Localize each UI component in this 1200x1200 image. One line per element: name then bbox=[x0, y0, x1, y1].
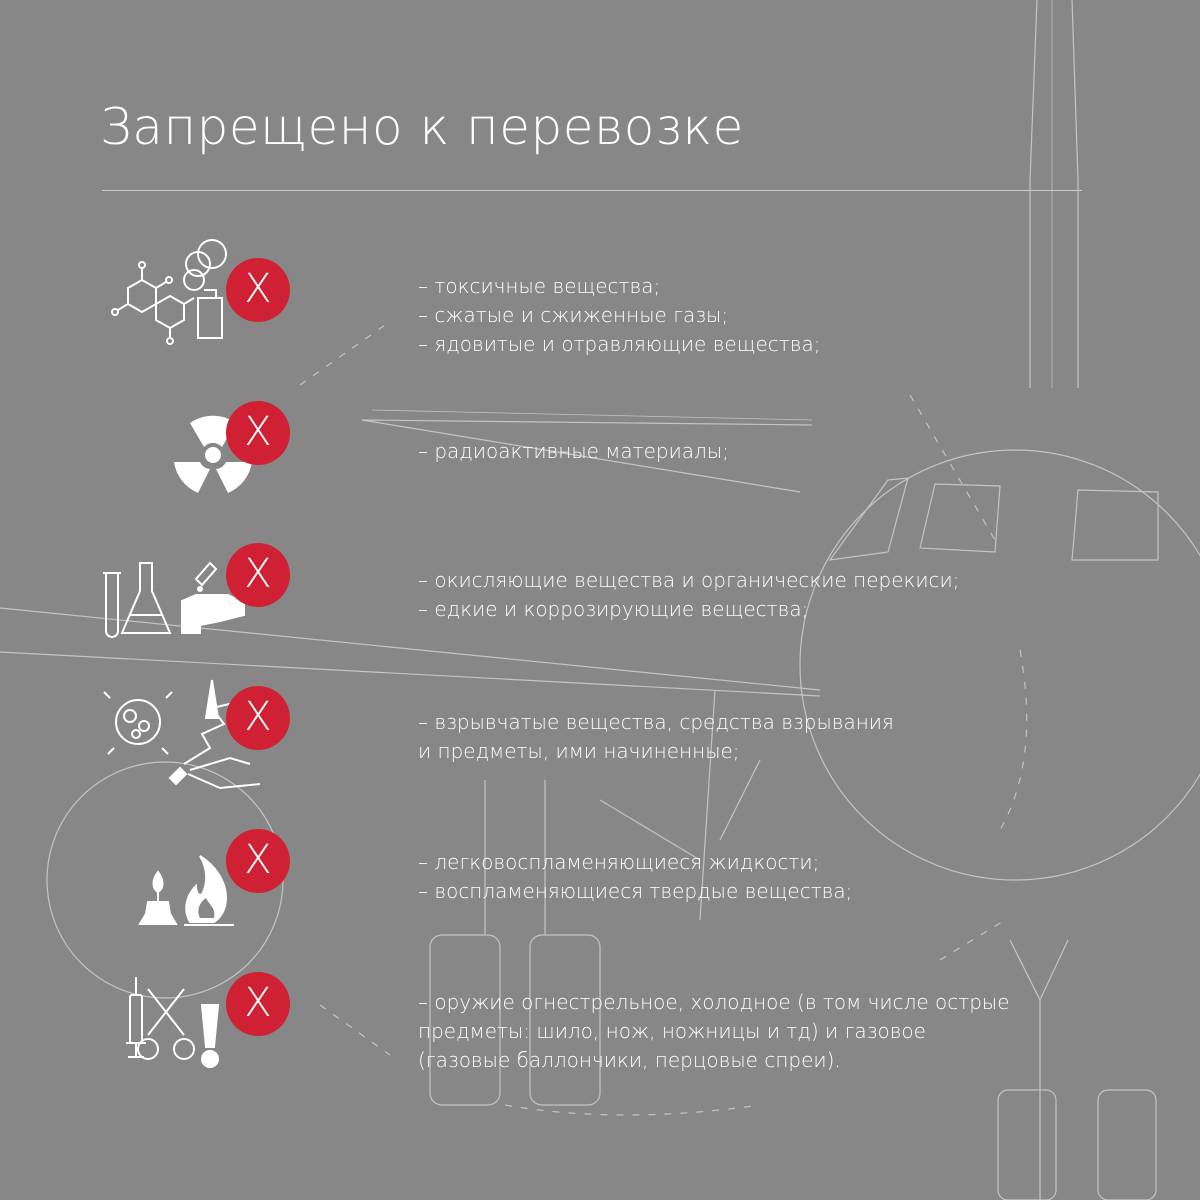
item-radioactive-text bbox=[418, 437, 729, 466]
title-divider bbox=[102, 190, 1082, 191]
item-corrosive-text bbox=[418, 566, 959, 624]
item-line: – взрывчатые вещества, средства взрывания bbox=[418, 710, 894, 734]
item-line: – окисляющие вещества и органические перекиси; bbox=[418, 568, 960, 592]
item-line: – легковоспламеняющиеся жидкости; bbox=[418, 850, 820, 874]
item-line: предметы: шило, нож, ножницы и тд) и газовое bbox=[418, 1019, 926, 1043]
item-explosive-text bbox=[418, 708, 894, 766]
item-flammable-text bbox=[418, 848, 852, 906]
prohibited-x-mark: X bbox=[244, 409, 272, 455]
prohibited-x-mark: X bbox=[244, 266, 272, 312]
prohibited-badge bbox=[226, 258, 290, 322]
page-title: Запрещено к перевозке bbox=[100, 98, 744, 156]
item-line: – воспламеняющиеся твердые вещества; bbox=[418, 879, 853, 903]
toxic-chemicals-icon bbox=[106, 238, 241, 350]
prohibited-x-mark: X bbox=[244, 551, 272, 597]
prohibited-badge bbox=[226, 972, 290, 1036]
item-line: – едкие и коррозирующие вещества; bbox=[418, 597, 809, 621]
item-line: – оружие огнестрельное, холодное (в том числе острые bbox=[418, 990, 1010, 1014]
item-toxic-text bbox=[418, 272, 820, 359]
item-line: – радиоактивные материалы; bbox=[418, 439, 729, 463]
weapons-sharp-objects-icon bbox=[118, 975, 228, 1074]
item-line: – сжатые и сжиженные газы; bbox=[418, 303, 729, 327]
prohibited-badge bbox=[226, 686, 290, 750]
prohibited-x-mark: X bbox=[244, 980, 272, 1026]
prohibited-x-mark: X bbox=[244, 694, 272, 740]
prohibited-x-mark: X bbox=[244, 837, 272, 883]
prohibited-badge bbox=[226, 829, 290, 893]
item-line: – токсичные вещества; bbox=[418, 274, 661, 298]
prohibited-badge bbox=[226, 401, 290, 465]
item-line: и предметы, ими начиненные; bbox=[418, 739, 740, 763]
prohibited-badge bbox=[226, 543, 290, 607]
item-weapons-text bbox=[418, 988, 1010, 1075]
item-line: – ядовитые и отравляющие вещества; bbox=[418, 332, 821, 356]
item-line: (газовые баллончики, перцовые спреи). bbox=[418, 1048, 841, 1072]
